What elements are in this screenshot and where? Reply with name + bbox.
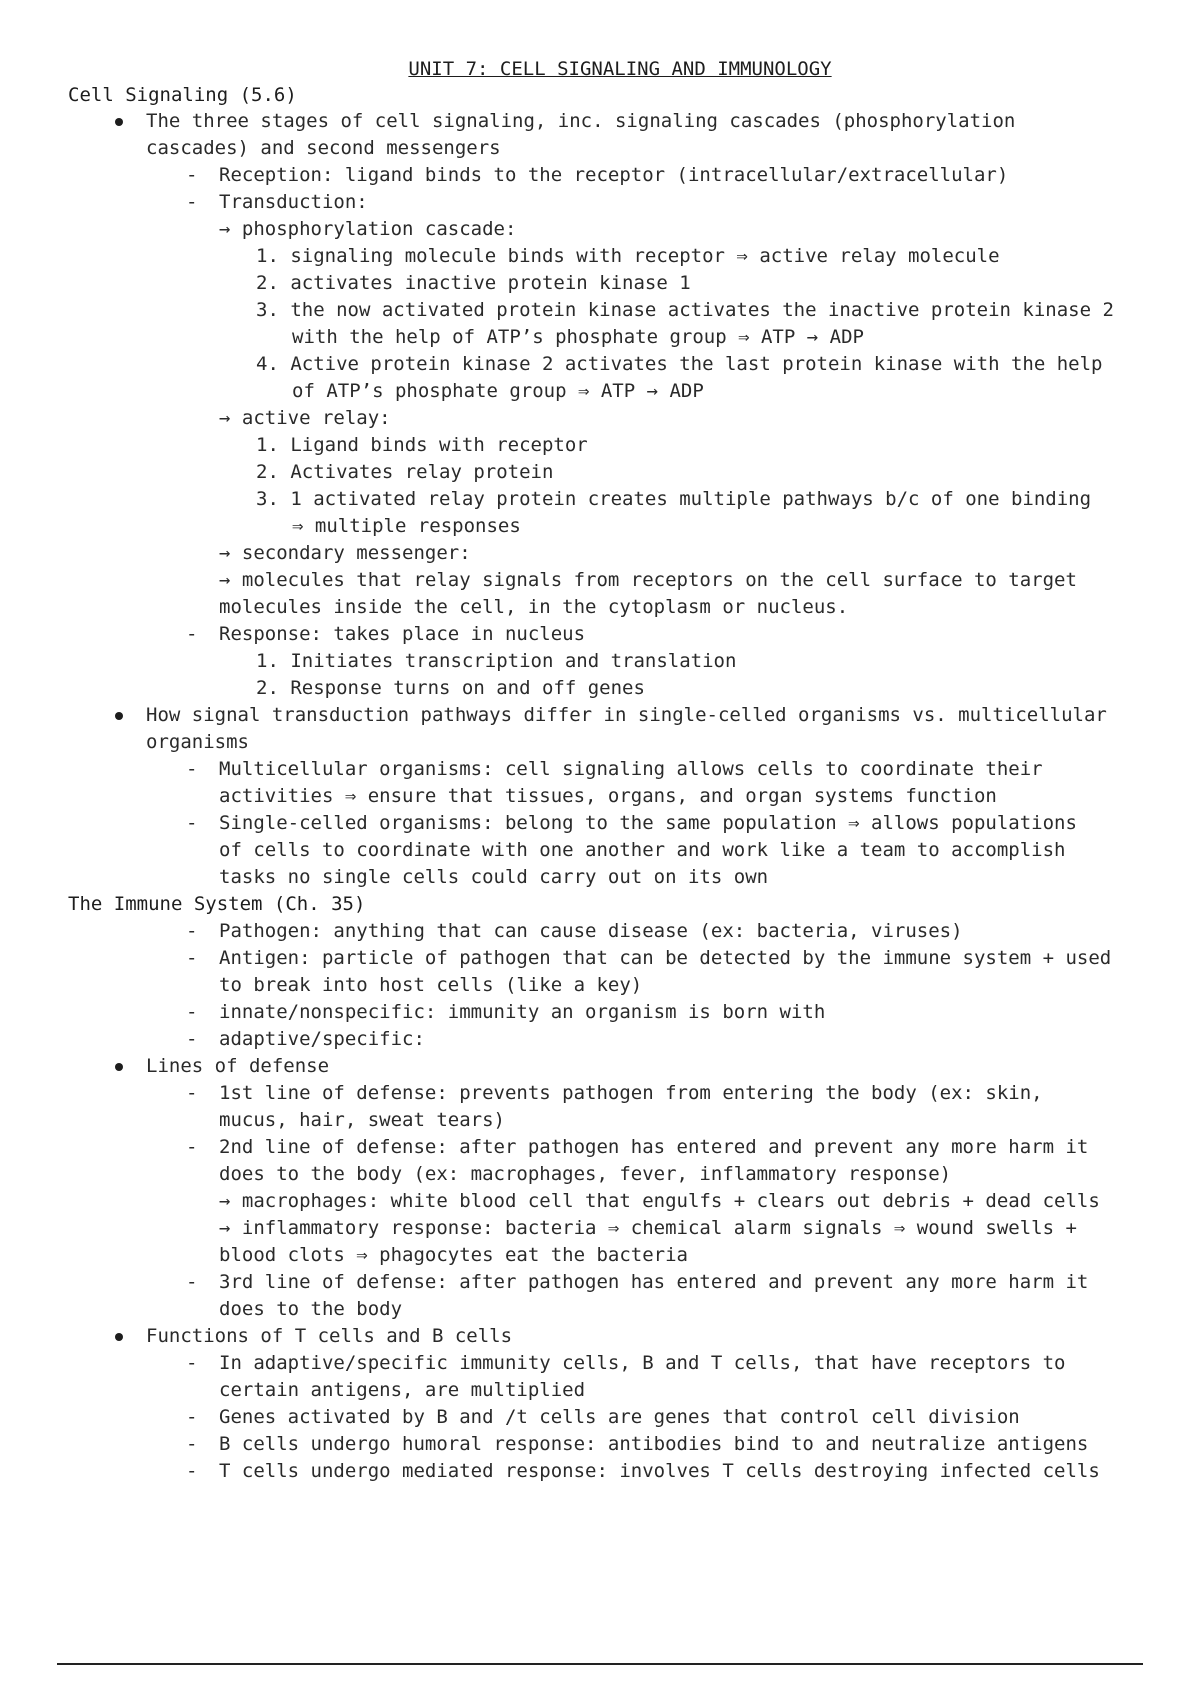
item-t-cells: - T cells undergo mediated response: involves T cells destroying infected cells xyxy=(219,1458,1100,1485)
secondary-messenger-desc: molecules inside the cell, in the cytoplasm or nucleus. xyxy=(219,596,849,618)
item-first-line-cont: mucus, hair, sweat tears) xyxy=(219,1109,505,1131)
item-first-line: - 1st line of defense: prevents pathogen from entering the body (ex: skin, xyxy=(219,1080,1043,1107)
phospho-step-cont: with the help of ATP’s phosphate group ⇒ ATP → ADP xyxy=(292,326,864,348)
page-title: UNIT 7: CELL SIGNALING AND IMMUNOLOGY xyxy=(408,58,832,80)
item-pathogen: - Pathogen: anything that can cause disease (ex: bacteria, viruses) xyxy=(219,918,963,945)
item-b-cells: - B cells undergo humoral response: antibodies bind to and neutralize antigens xyxy=(219,1431,1088,1458)
phospho-step: 3. the now activated protein kinase activates the inactive protein kinase 2 xyxy=(256,299,1114,321)
item-antigen: - Antigen: particle of pathogen that can be detected by the immune system + used xyxy=(219,945,1111,972)
phospho-step: 2. activates inactive protein kinase 1 xyxy=(256,272,691,294)
item-reception: - Reception: ligand binds to the receptor (intracellular/extracellular) xyxy=(219,162,1008,189)
item-multicellular: - Multicellular organisms: cell signaling allows cells to coordinate their xyxy=(219,756,1043,783)
relay-step: 1. Ligand binds with receptor xyxy=(256,434,588,456)
item-innate: - innate/nonspecific: immunity an organism is born with xyxy=(219,999,825,1026)
active-relay-header: → active relay: xyxy=(219,407,391,429)
phospho-step: 1. signaling molecule binds with receptor ⇒ active relay molecule xyxy=(256,245,1000,267)
item-third-line: - 3rd line of defense: after pathogen has entered and prevent any more harm it xyxy=(219,1269,1088,1296)
response-step: 2. Response turns on and off genes xyxy=(256,677,645,699)
relay-step: 3. 1 activated relay protein creates multiple pathways b/c of one binding xyxy=(256,488,1092,510)
relay-step: 2. Activates relay protein xyxy=(256,461,554,483)
phosphorylation-header: → phosphorylation cascade: xyxy=(219,218,517,240)
bullet-three-stages-cont: cascades) and second messengers xyxy=(146,137,501,159)
item-inflammatory: → inflammatory response: bacteria ⇒ chemical alarm signals ⇒ wound swells + xyxy=(219,1217,1077,1239)
phospho-step-cont: of ATP’s phosphate group ⇒ ATP → ADP xyxy=(292,380,704,402)
item-adaptive-cells-cont: certain antigens, are multiplied xyxy=(219,1379,586,1401)
item-second-line: - 2nd line of defense: after pathogen has entered and prevent any more harm it xyxy=(219,1134,1088,1161)
bullet-signal-pathways: How signal transduction pathways differ in single-celled organisms vs. multicellular xyxy=(146,702,1107,729)
item-transduction: - Transduction: xyxy=(219,189,368,216)
item-single-celled-cont: of cells to coordinate with one another and work like a team to accomplish xyxy=(219,839,1066,861)
footer-rule xyxy=(57,1663,1143,1665)
bullet-lines-of-defense: Lines of defense xyxy=(146,1053,329,1080)
bullet-t-and-b-cells: Functions of T cells and B cells xyxy=(146,1323,512,1350)
item-adaptive: - adaptive/specific: xyxy=(219,1026,425,1053)
item-second-line-cont: does to the body (ex: macrophages, fever, inflammatory response) xyxy=(219,1163,952,1185)
item-response: - Response: takes place in nucleus xyxy=(219,621,585,648)
item-third-line-cont: does to the body xyxy=(219,1298,403,1320)
response-step: 1. Initiates transcription and translation xyxy=(256,650,737,672)
item-single-celled: - Single-celled organisms: belong to the same population ⇒ allows populations xyxy=(219,810,1077,837)
secondary-messenger-desc: → molecules that relay signals from receptors on the cell surface to target xyxy=(219,569,1077,591)
item-single-celled-cont: tasks no single cells could carry out on its own xyxy=(219,866,769,888)
section-heading-immune-system: The Immune System (Ch. 35) xyxy=(68,893,366,915)
item-genes: - Genes activated by B and /t cells are genes that control cell division xyxy=(219,1404,1020,1431)
item-macrophages: → macrophages: white blood cell that engulfs + clears out debris + dead cells xyxy=(219,1190,1100,1212)
bullet-three-stages: The three stages of cell signaling, inc. signaling cascades (phosphorylation xyxy=(146,108,1015,135)
bullet-signal-pathways-cont: organisms xyxy=(146,731,249,753)
item-adaptive-cells: - In adaptive/specific immunity cells, B and T cells, that have receptors to xyxy=(219,1350,1065,1377)
item-antigen-cont: to break into host cells (like a key) xyxy=(219,974,643,996)
section-heading-cell-signaling: Cell Signaling (5.6) xyxy=(68,84,297,106)
phospho-step: 4. Active protein kinase 2 activates the last protein kinase with the help xyxy=(256,353,1103,375)
relay-step-cont: ⇒ multiple responses xyxy=(292,515,521,537)
secondary-messenger-header: → secondary messenger: xyxy=(219,542,471,564)
item-inflammatory-cont: blood clots ⇒ phagocytes eat the bacteria xyxy=(219,1244,688,1266)
item-multicellular-cont: activities ⇒ ensure that tissues, organs, and organ systems function xyxy=(219,785,997,807)
